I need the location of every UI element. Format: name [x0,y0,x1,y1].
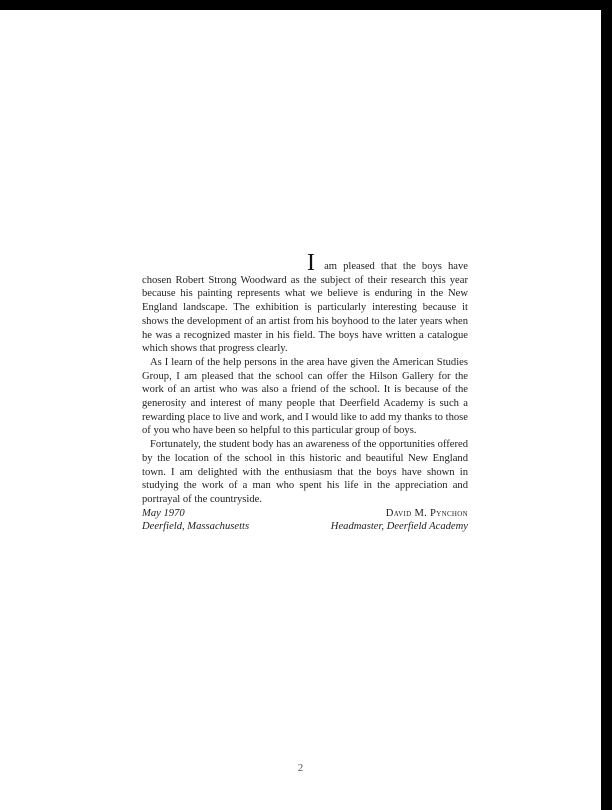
signatory-title: Headmaster, Deerfield Academy [330,521,468,533]
signatory-name: David M. Pynchon [385,507,468,519]
signature-row-2 [142,520,468,534]
document-page [0,10,601,810]
paragraph-1-text: am pleased that the boys have chosen Robert Strong Woodward as the subject of their research this year because his painting represents what we believe is enduring in the New England landscape. The exhibition is particularly interesting because it shows the development of an artist from his boyhood to the later years when he was a recognized master in his field. The boys have written a catalogue which shows that progress clearly. [142,261,468,355]
drop-cap: I [307,250,315,276]
paragraph-1 [142,250,468,356]
paragraph-3: Fortunately, the student body has an awareness of the opportunities offered by the location of the school in this historic and beautiful New England town. I am delighted with the enthusiasm that the boys have shown in studying the work of a man who spent his life in the appreciation and portrayal of the countryside. [142,439,468,505]
letter-text-column [142,250,468,534]
letter-date: May 1970 [142,507,185,519]
signature-row-1 [142,507,468,521]
paragraph-2: As I learn of the help persons in the area have given the American Studies Group, I am pleased that the school can offer the Hilson Gallery for the work of an artist who was also a friend of the school. It is because of the generosity and interest of many people that Deerfield Academy is such a rewarding place to live and work, and I would like to add my thanks to those of you who have been so helpful to this particular group of boys. [142,356,468,437]
page-number: 2 [297,762,304,774]
letter-place: Deerfield, Massachusetts [142,521,250,533]
